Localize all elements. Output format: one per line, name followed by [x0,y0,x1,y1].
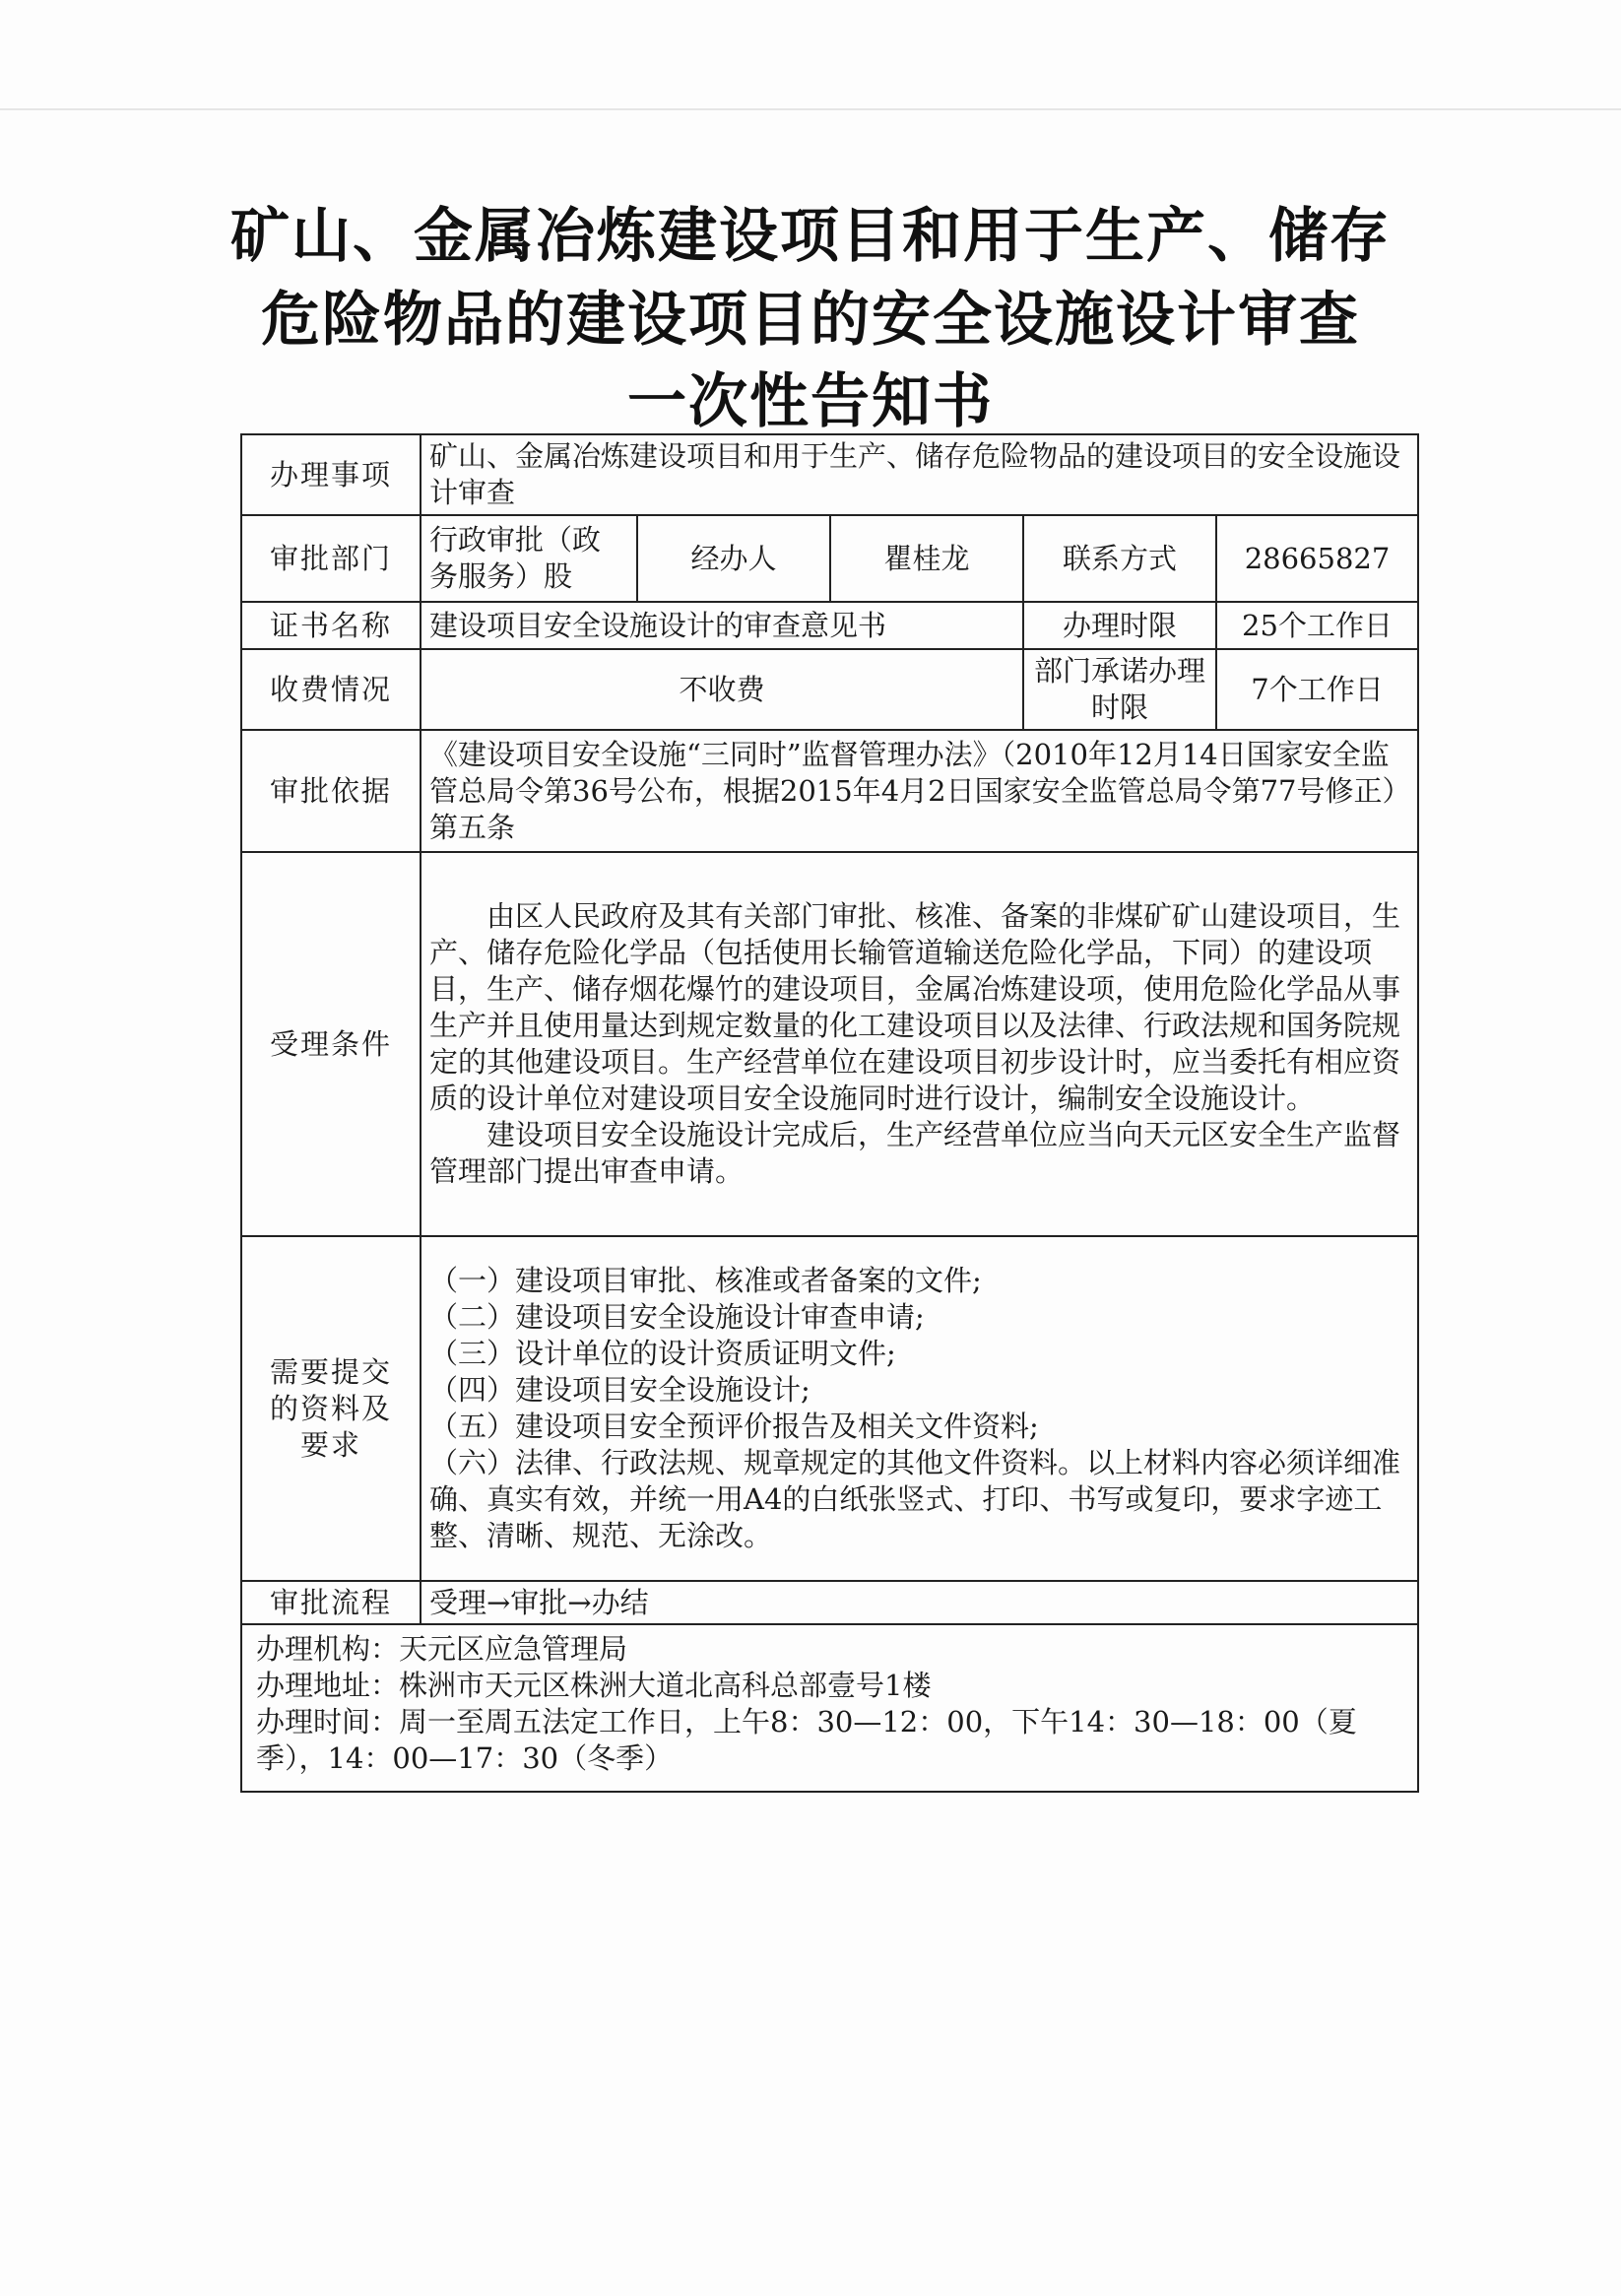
item-label: 办理事项 [241,434,421,515]
footer-address: 办理地址：株洲市天元区株洲大道北高科总部壹号1楼 [256,1669,932,1702]
basis-label: 审批依据 [241,730,421,852]
materials-item-2: （二）建设项目安全设施设计审查申请; [429,1300,925,1334]
materials-item-6: （六）法律、行政法规、规章规定的其他文件资料。以上材料内容必须详细准确、真实有效，并统一用A4的白纸张竖式、打印、书写或复印，要求字迹工整、清晰、规范、无涂改。 [429,1446,1401,1552]
certificate-value: 建设项目安全设施设计的审查意见书 [421,602,1023,649]
row-footer [241,1624,1418,1792]
promise-value: 7个工作日 [1216,649,1418,730]
process-value: 受理→审批→办结 [421,1581,1418,1624]
footer-info [241,1624,1418,1792]
fee-label: 收费情况 [241,649,421,730]
row-certificate [241,602,1418,649]
conditions-paragraph-1: 由区人民政府及其有关部门审批、核准、备案的非煤矿矿山建设项目，生产、储存危险化学品（包括使用长输管道输送危险化学品，下同）的建设项目，生产、储存烟花爆竹的建设项目，金属冶炼建设项，使用危险化学品从事生产并且使用量达到规定数量的化工建设项目以及法律、行政法规和国务院规定的其他建设项目。生产经营单位在建设项目初步设计时，应当委托有相应资质的设计单位对建设项目安全设施同时进行设计，编制安全设施设计。 [429,899,1401,1115]
fee-value: 不收费 [421,649,1023,730]
handler-label: 经办人 [637,515,830,602]
materials-item-4: （四）建设项目安全设施设计; [429,1373,810,1407]
notice-form-table [240,433,1419,1793]
conditions-label: 受理条件 [241,852,421,1236]
process-label: 审批流程 [241,1581,421,1624]
contact-label: 联系方式 [1023,515,1216,602]
limit-label: 办理时限 [1023,602,1216,649]
promise-label: 部门承诺办理时限 [1023,649,1216,730]
certificate-label: 证书名称 [241,602,421,649]
row-fee [241,649,1418,730]
row-conditions [241,852,1418,1236]
scan-edge-line [0,108,1621,110]
department-value: 行政审批（政务服务）股 [421,515,637,602]
item-value: 矿山、金属冶炼建设项目和用于生产、储存危险物品的建设项目的安全设施设计审查 [421,434,1418,515]
materials-label: 需要提交的资料及要求 [241,1236,421,1581]
materials-list [421,1236,1418,1581]
department-label: 审批部门 [241,515,421,602]
handler-value: 瞿桂龙 [830,515,1023,602]
row-materials [241,1236,1418,1581]
row-item [241,434,1418,515]
footer-hours: 办理时间：周一至周五法定工作日，上午8：30—12：00，下午14：30—18：00（夏季），14：00—17：30（冬季） [256,1705,1357,1775]
contact-value: 28665827 [1216,515,1418,602]
document-title-line-2: 危险物品的建设项目的安全设施设计审查 [261,286,1360,355]
basis-value: 《建设项目安全设施“三同时”监督管理办法》（2010年12月14日国家安全监管总局令第36号公布，根据2015年4月2日国家安全监管总局令第77号修正）第五条 [421,730,1418,852]
row-process [241,1581,1418,1624]
conditions-value [421,852,1418,1236]
document-title-line-1: 矿山、金属冶炼建设项目和用于生产、储存 [230,202,1391,271]
row-department [241,515,1418,602]
materials-item-5: （五）建设项目安全预评价报告及相关文件资料; [429,1410,1039,1443]
row-basis [241,730,1418,852]
conditions-paragraph-2: 建设项目安全设施设计完成后，生产经营单位应当向天元区安全生产监督管理部门提出审查申请。 [429,1118,1401,1188]
materials-item-3: （三）设计单位的设计资质证明文件; [429,1337,896,1370]
materials-item-1: （一）建设项目审批、核准或者备案的文件; [429,1264,982,1297]
document-title-line-3: 一次性告知书 [627,367,994,436]
limit-value: 25个工作日 [1216,602,1418,649]
footer-agency: 办理机构：天元区应急管理局 [256,1632,628,1666]
